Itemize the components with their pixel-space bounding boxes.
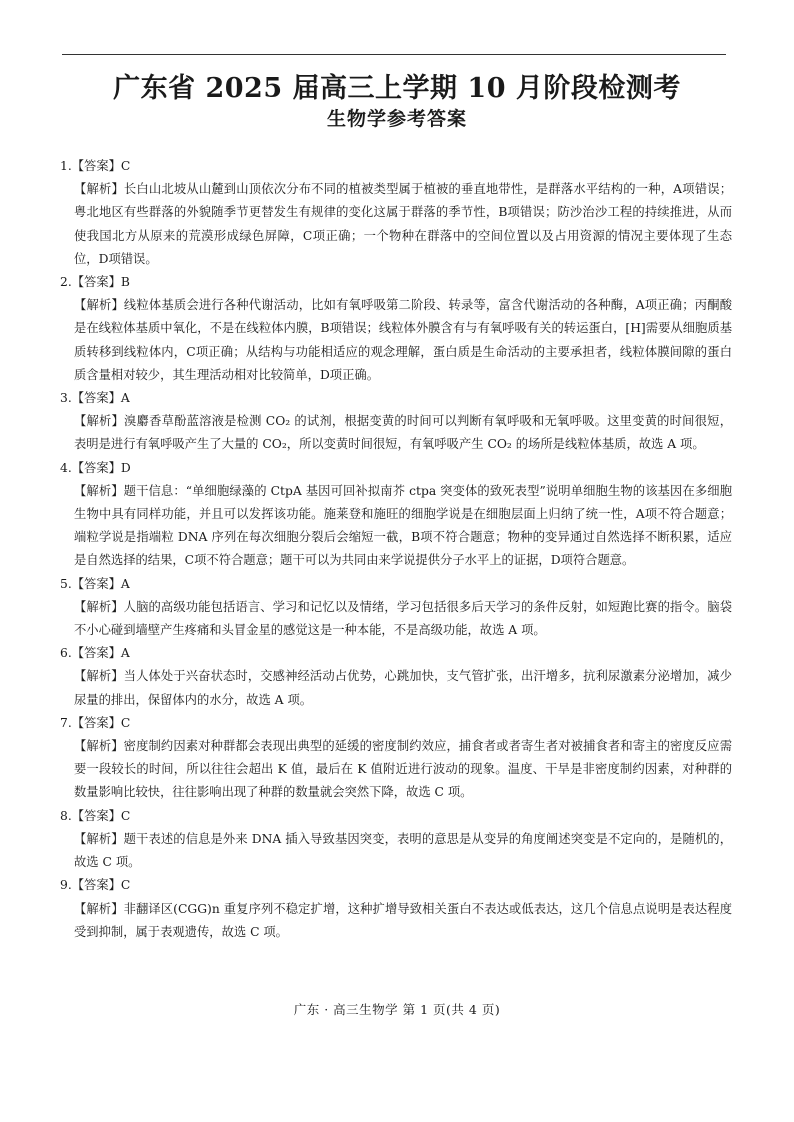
answer-line: 5.【答案】A [60, 576, 130, 591]
page-footer: 广东 · 高三生物学 第 1 页(共 4 页) [293, 1002, 501, 1017]
question-5 [60, 573, 732, 643]
question-9 [60, 874, 732, 944]
question-8 [60, 805, 732, 875]
answer-line: 8.【答案】C [60, 808, 131, 823]
answer-line: 2.【答案】B [60, 275, 130, 290]
page-title: 广东省 2025 届高三上学期 10 月阶段检测考 [113, 73, 681, 104]
question-6 [60, 642, 732, 712]
answer-line: 1.【答案】C [60, 159, 131, 173]
analysis-text: 【解析】当人体处于兴奋状态时，交感神经活动占优势，心跳加快，支气管扩张，出汗增多，抗利尿激素分泌增加，减少尿量的排出，保留体内的水分，故选 A 项。 [74, 669, 732, 707]
analysis-text: 【解析】线粒体基质会进行各种代谢活动，比如有氧呼吸第二阶段、转录等，富含代谢活动的各种酶，A项正确；丙酮酸是在线粒体基质中氧化，不是在线粒体内膜，B项错误；线粒体外膜含有与有氧呼吸有关的转运蛋白，[H]需要从细胞质基质转移到线粒体内，C项正确；从结构与功能相适应的观念理解，蛋白质是生命活动的主要承担者，线粒体膜间隙的蛋白质含量相对较少，其生理活动相对比较简单，D项正确。 [74, 298, 732, 382]
analysis-text: 【解析】密度制约因素对种群都会表现出典型的延缓的密度制约效应，捕食者或者寄生者对被捕食者和寄主的密度反应需要一段较长的时间，所以往往会超出 K 值，最后在 K 值附近进行波动的现象。温度、干旱是非密度制约因素，对种群的数量影响比较快，往往影响出现了种群的数量就会突然下降，故选 C 项。 [74, 739, 732, 800]
page-subtitle: 生物学参考答案 [326, 108, 467, 130]
question-1 [60, 155, 732, 271]
answer-line: 9.【答案】C [60, 878, 131, 893]
header-rule [62, 54, 726, 55]
analysis-text: 【解析】人脑的高级功能包括语言、学习和记忆以及情绪，学习包括很多后天学习的条件反射，如短跑比赛的指令。脑袋不小心碰到墙壁产生疼痛和头冒金星的感觉这是一种本能，不是高级功能，故选 A 项。 [74, 599, 732, 638]
answer-line: 6.【答案】A [60, 646, 130, 661]
answer-list [60, 155, 732, 944]
analysis-text: 【解析】题干表述的信息是外来 DNA 插入导致基因突变，表明的意思是从变异的角度阐述突变是不定向的，是随机的，故选 C 项。 [74, 831, 732, 870]
answer-line: 7.【答案】C [60, 715, 131, 730]
question-2 [60, 271, 732, 387]
question-7 [60, 712, 732, 805]
analysis-text: 【解析】题干信息：“单细胞绿藻的 CtpA 基因可回补拟南芥 ctpa 突变体的致死表型”说明单细胞生物的该基因在多细胞生物中具有同样功能，并且可以发挥该功能。施莱登和施旺的细胞学说是在细胞层面上归纳了统一性，A项不符合题意；端粒学说是指端粒 DNA 序列在每次细胞分裂后会缩短一截，B项不符合题意；物种的变异通过自然选择不断积累，适应是自然选择的结果，C项不符合题意；题干可以为共同由来学说提供分子水平上的证据，D项符合题意。 [74, 483, 732, 568]
analysis-text: 【解析】溴麝香草酚蓝溶液是检测 CO₂ 的试剂，根据变黄的时间可以判断有氧呼吸和无氧呼吸。这里变黄的时间很短，表明是进行有氧呼吸产生了大量的 CO₂，所以变黄时间很短，有氧呼吸产生 CO₂ 的场所是线粒体基质，故选 A 项。 [74, 414, 732, 452]
analysis-text: 【解析】长白山北坡从山麓到山顶依次分布不同的植被类型属于植被的垂直地带性，是群落水平结构的一种，A项错误；粤北地区有些群落的外貌随季节更替发生有规律的变化这属于群落的季节性，B项错误；防沙治沙工程的持续推进，从而使我国北方从原来的荒漠形成绿色屏障，C项正确；一个物种在群落中的空间位置以及占用资源的情况主要体现了生态位，D项错误。 [74, 182, 732, 266]
question-4 [60, 457, 732, 573]
answer-line: 4.【答案】D [60, 460, 131, 475]
question-3 [60, 387, 732, 457]
answer-line: 3.【答案】A [60, 391, 130, 406]
analysis-text: 【解析】非翻译区(CGG)n 重复序列不稳定扩增，这种扩增导致相关蛋白不表达或低表达，这几个信息点说明是表达程度受到抑制，属于表观遗传，故选 C 项。 [74, 901, 732, 939]
